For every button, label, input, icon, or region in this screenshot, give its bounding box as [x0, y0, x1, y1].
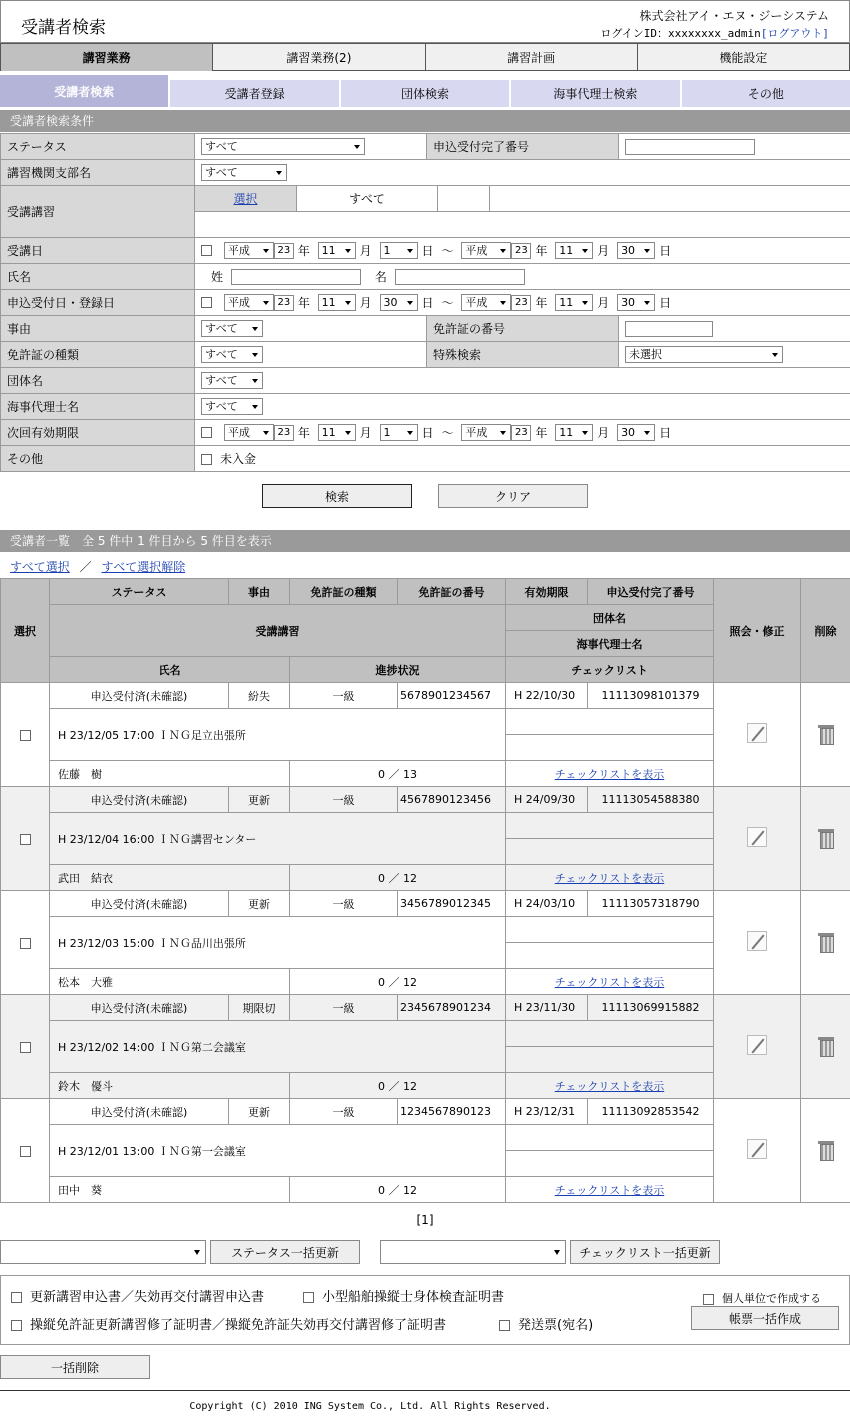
row-progress: 0 ／ 13	[290, 761, 506, 787]
header-agent: 海事代理士名	[506, 631, 714, 657]
row-reason: 更新	[229, 787, 290, 813]
page-title: 受講者検索	[21, 18, 106, 38]
header-group: 団体名	[506, 605, 714, 631]
row-license-type: 一級	[290, 891, 398, 917]
label-receipt-no: 申込受付完了番号	[427, 134, 619, 160]
expiry-range: 平成 23 年 11 月 1 日 ～ 平成 23 年 11 月 30 日	[195, 420, 850, 446]
header-receipt-no: 申込受付完了番号	[588, 579, 714, 605]
label-license-no: 免許証の番号	[427, 316, 619, 342]
row-course: H 23/12/02 14:00 ＩＮＧ第二会議室	[50, 1021, 506, 1073]
row-select-checkbox[interactable]	[20, 938, 31, 949]
row-receipt-no: 11113069915882	[588, 995, 714, 1021]
apply-from-month[interactable]: 11	[318, 294, 356, 311]
expiry-to-month[interactable]: 11	[555, 424, 593, 441]
row-select-checkbox[interactable]	[20, 1146, 31, 1157]
checklist-link[interactable]: チェックリストを表示	[554, 871, 665, 885]
row-expiry: H 23/12/31	[506, 1099, 588, 1125]
license-type-select[interactable]: すべて	[201, 346, 263, 363]
date-from-day[interactable]: 1	[380, 242, 418, 259]
receipt-no-input[interactable]	[625, 139, 755, 155]
label-course: 受講講習	[1, 186, 195, 238]
label-special: 特殊検索	[427, 342, 619, 368]
deselect-all-link[interactable]: すべて選択解除	[101, 560, 186, 574]
group-select[interactable]: すべて	[201, 372, 263, 389]
date-from-month[interactable]: 11	[318, 242, 356, 259]
header-select: 選択	[1, 579, 50, 683]
apply-to-month[interactable]: 11	[555, 294, 593, 311]
header-license-no: 免許証の番号	[398, 579, 506, 605]
expiry-from-month[interactable]: 11	[318, 424, 356, 441]
row-license-type: 一級	[290, 683, 398, 709]
header-delete: 削除	[801, 579, 850, 683]
row-progress: 0 ／ 12	[290, 969, 506, 995]
table-row	[1, 1099, 850, 1125]
row-agent	[506, 839, 714, 865]
row-receipt-no: 11113054588380	[588, 787, 714, 813]
row-receipt-no: 11113092853542	[588, 1099, 714, 1125]
row-reason: 更新	[229, 1099, 290, 1125]
list-section-title: 受講者一覧 全 5 件中 1 件目から 5 件目を表示	[0, 530, 850, 552]
row-license-no: 2345678901234	[398, 995, 506, 1021]
date-from-era[interactable]: 平成	[224, 242, 274, 259]
label-other: その他	[1, 446, 195, 472]
pager[interactable]: [1]	[416, 1213, 434, 1227]
bulk-delete-button[interactable]: 一括削除	[0, 1355, 150, 1379]
row-group	[506, 709, 714, 735]
row-agent	[506, 1047, 714, 1073]
edit-icon[interactable]	[747, 1035, 767, 1055]
row-course: H 23/12/03 15:00 ＩＮＧ品川出張所	[50, 917, 506, 969]
row-name: 田中 葵	[50, 1177, 290, 1203]
row-expiry: H 22/10/30	[506, 683, 588, 709]
row-receipt-no: 11113098101379	[588, 683, 714, 709]
header-course: 受講講習	[50, 605, 506, 657]
row-license-no: 1234567890123	[398, 1099, 506, 1125]
report-create-button[interactable]: 帳票一括作成	[691, 1306, 839, 1330]
header-checklist: チェックリスト	[506, 657, 714, 683]
trash-icon[interactable]	[818, 827, 834, 847]
row-license-no: 3456789012345	[398, 891, 506, 917]
date-checkbox[interactable]	[201, 245, 212, 256]
course-select-link[interactable]: 選択	[233, 192, 258, 206]
trainee-table	[0, 578, 850, 1203]
sub-tab-5[interactable]: その他	[682, 80, 850, 107]
report-opt2-checkbox[interactable]	[303, 1292, 314, 1303]
row-license-type: 一級	[290, 995, 398, 1021]
branch-select[interactable]: すべて	[201, 164, 287, 181]
row-expiry: H 23/11/30	[506, 995, 588, 1021]
expiry-to-era[interactable]: 平成	[461, 424, 511, 441]
search-button[interactable]: 検索	[262, 484, 412, 508]
report-options: 更新講習申込書／失効再交付講習申込書 小型船舶操縦士身体検査証明書 操縦免許証更新講習修了証明書／操縦免許証失効再交付講習修了証明書 発送票(宛名) 個人単位で作成する 帳票一括作成	[0, 1275, 850, 1345]
last-name-input[interactable]	[231, 269, 361, 285]
edit-icon[interactable]	[747, 931, 767, 951]
checklist-bulk-update-button[interactable]: チェックリスト一括更新	[570, 1240, 720, 1264]
expiry-to-day[interactable]: 30	[617, 424, 655, 441]
label-date: 受講日	[1, 238, 195, 264]
date-to-month[interactable]: 11	[555, 242, 593, 259]
report-opt3-checkbox[interactable]	[11, 1320, 22, 1331]
row-name: 武田 結衣	[50, 865, 290, 891]
expiry-from-year[interactable]: 23	[274, 425, 294, 441]
label-agent: 海事代理士名	[1, 394, 195, 420]
trash-icon[interactable]	[818, 1139, 834, 1159]
row-select-checkbox[interactable]	[20, 730, 31, 741]
row-course: H 23/12/01 13:00 ＩＮＧ第一会議室	[50, 1125, 506, 1177]
status-select[interactable]: すべて	[201, 138, 365, 155]
report-opt1-checkbox[interactable]	[11, 1292, 22, 1303]
first-name-input[interactable]	[395, 269, 525, 285]
sub-tab-1[interactable]: 受講者検索	[0, 75, 168, 107]
checklist-bulk-select[interactable]	[380, 1240, 566, 1264]
label-reason: 事由	[1, 316, 195, 342]
report-opt4-checkbox[interactable]	[499, 1320, 510, 1331]
row-license-type: 一級	[290, 787, 398, 813]
apply-to-era[interactable]: 平成	[461, 294, 511, 311]
row-progress: 0 ／ 12	[290, 865, 506, 891]
table-row	[1, 683, 850, 709]
header-status: ステータス	[50, 579, 229, 605]
expiry-from-era[interactable]: 平成	[224, 424, 274, 441]
unpaid-label: 未入金	[220, 452, 257, 466]
row-course: H 23/12/05 17:00 ＩＮＧ足立出張所	[50, 709, 506, 761]
row-status: 申込受付済(未確認)	[50, 787, 229, 813]
date-to-year[interactable]: 23	[511, 243, 531, 259]
row-status: 申込受付済(未確認)	[50, 1099, 229, 1125]
header-progress: 進捗状況	[290, 657, 506, 683]
sub-tab-2[interactable]: 受講者登録	[170, 80, 338, 107]
checklist-link[interactable]: チェックリストを表示	[554, 1183, 665, 1197]
trash-icon[interactable]	[818, 931, 834, 951]
row-group	[506, 813, 714, 839]
row-reason: 期限切	[229, 995, 290, 1021]
edit-icon[interactable]	[747, 827, 767, 847]
login-id: ログインID：xxxxxxxx_admin	[600, 27, 761, 40]
header-name: 氏名	[50, 657, 290, 683]
per-person-checkbox[interactable]	[703, 1294, 714, 1305]
header-edit: 照会・修正	[714, 579, 801, 683]
apply-to-year[interactable]: 23	[511, 295, 531, 311]
trash-icon[interactable]	[818, 723, 834, 743]
row-agent	[506, 943, 714, 969]
select-all-link[interactable]: すべて選択	[10, 560, 70, 574]
main-tab-3[interactable]: 講習計画	[425, 43, 638, 71]
checklist-link[interactable]: チェックリストを表示	[554, 975, 665, 989]
expiry-checkbox[interactable]	[201, 427, 212, 438]
login-info	[600, 25, 829, 41]
clear-button[interactable]: クリア	[438, 484, 588, 508]
date-to-era[interactable]: 平成	[461, 242, 511, 259]
label-status: ステータス	[1, 134, 195, 160]
apply-from-year[interactable]: 23	[274, 295, 294, 311]
row-license-type: 一級	[290, 1099, 398, 1125]
table-row	[1, 891, 850, 917]
row-status: 申込受付済(未確認)	[50, 891, 229, 917]
label-license-type: 免許証の種類	[1, 342, 195, 368]
page-header	[0, 0, 850, 43]
label-expiry: 次回有効期限	[1, 420, 195, 446]
main-tab-4[interactable]: 機能設定	[637, 43, 850, 71]
row-course: H 23/12/04 16:00 ＩＮＧ講習センター	[50, 813, 506, 865]
row-expiry: H 24/09/30	[506, 787, 588, 813]
row-receipt-no: 11113057318790	[588, 891, 714, 917]
apply-from-era[interactable]: 平成	[224, 294, 274, 311]
status-bulk-update-button[interactable]: ステータス一括更新	[210, 1240, 360, 1264]
unpaid-checkbox[interactable]	[201, 454, 212, 465]
apply-date-range: 平成 23 年 11 月 30 日 ～ 平成 23 年 11 月 30 日	[195, 290, 850, 316]
row-license-no: 4567890123456	[398, 787, 506, 813]
main-tab-1[interactable]: 講習業務	[0, 43, 213, 71]
row-progress: 0 ／ 12	[290, 1177, 506, 1203]
company-name: 株式会社アイ・エヌ・ジーシステム	[639, 9, 829, 23]
copyright: Copyright (C) 2010 ING System Co., Ltd. All Rights Reserved.	[0, 1390, 850, 1412]
row-name: 佐藤 樹	[50, 761, 290, 787]
row-group	[506, 917, 714, 943]
main-tab-2[interactable]: 講習業務(2)	[212, 43, 425, 71]
date-range: 平成 23 年 11 月 1 日 ～ 平成 23 年 11 月 30 日	[195, 238, 850, 264]
row-license-no: 5678901234567	[398, 683, 506, 709]
row-status: 申込受付済(未確認)	[50, 995, 229, 1021]
date-from-year[interactable]: 23	[274, 243, 294, 259]
row-expiry: H 24/03/10	[506, 891, 588, 917]
checklist-link[interactable]: チェックリストを表示	[554, 1079, 665, 1093]
table-row	[1, 995, 850, 1021]
reason-select[interactable]: すべて	[201, 320, 263, 337]
label-apply-date: 申込受付日・登録日	[1, 290, 195, 316]
apply-from-day[interactable]: 30	[380, 294, 418, 311]
header-reason: 事由	[229, 579, 290, 605]
special-select[interactable]: 未選択	[625, 346, 783, 363]
agent-select[interactable]: すべて	[201, 398, 263, 415]
header-license-type: 免許証の種類	[290, 579, 398, 605]
row-reason: 更新	[229, 891, 290, 917]
row-agent	[506, 735, 714, 761]
row-select-checkbox[interactable]	[20, 1042, 31, 1053]
edit-icon[interactable]	[747, 1139, 767, 1159]
main-tabs	[0, 43, 850, 71]
edit-icon[interactable]	[747, 723, 767, 743]
logout-link[interactable]: [ログアウト]	[760, 27, 829, 40]
label-name: 氏名	[1, 264, 195, 290]
row-reason: 紛失	[229, 683, 290, 709]
apply-to-day[interactable]: 30	[617, 294, 655, 311]
row-name: 松本 大雅	[50, 969, 290, 995]
expiry-to-year[interactable]: 23	[511, 425, 531, 441]
row-group	[506, 1125, 714, 1151]
row-agent	[506, 1151, 714, 1177]
row-select-checkbox[interactable]	[20, 834, 31, 845]
header-expiry: 有効期限	[506, 579, 588, 605]
trash-icon[interactable]	[818, 1035, 834, 1055]
apply-date-checkbox[interactable]	[201, 297, 212, 308]
expiry-from-day[interactable]: 1	[380, 424, 418, 441]
checklist-link[interactable]: チェックリストを表示	[554, 767, 665, 781]
row-name: 鈴木 優斗	[50, 1073, 290, 1099]
search-section-title: 受講者検索条件	[0, 110, 850, 132]
sub-tabs	[0, 75, 850, 107]
license-no-input[interactable]	[625, 321, 713, 337]
course-value: すべて	[297, 186, 438, 211]
status-bulk-select[interactable]	[0, 1240, 206, 1264]
row-group	[506, 1021, 714, 1047]
label-branch: 講習機関支部名	[1, 160, 195, 186]
sub-tab-4[interactable]: 海事代理士検索	[511, 80, 679, 107]
sub-tab-3[interactable]: 団体検索	[341, 80, 509, 107]
row-status: 申込受付済(未確認)	[50, 683, 229, 709]
search-conditions: ステータス すべて 申込受付完了番号 講習機関支部名 すべて 受講講習 選択 すべて 受講日 平成 23 年 11 月 1 日 ～ 平成 23 年 11 月 30 日 氏名 姓 名 申込受付日・登録日 平成 23 年 11 月 30 日 ～ 平成 23 年 11 月 30 日 事由 すべて 免許証の番号 免許証の種類 すべて 特殊検索 未選択 団体名 すべて 海事代理士名 すべて 次回有効期限 平成 23 年 11 月 1 日 ～ 平成 23 年 11 月 30 日 その他 未入金	[0, 133, 850, 472]
date-to-day[interactable]: 30	[617, 242, 655, 259]
table-row	[1, 787, 850, 813]
row-progress: 0 ／ 12	[290, 1073, 506, 1099]
label-group: 団体名	[1, 368, 195, 394]
